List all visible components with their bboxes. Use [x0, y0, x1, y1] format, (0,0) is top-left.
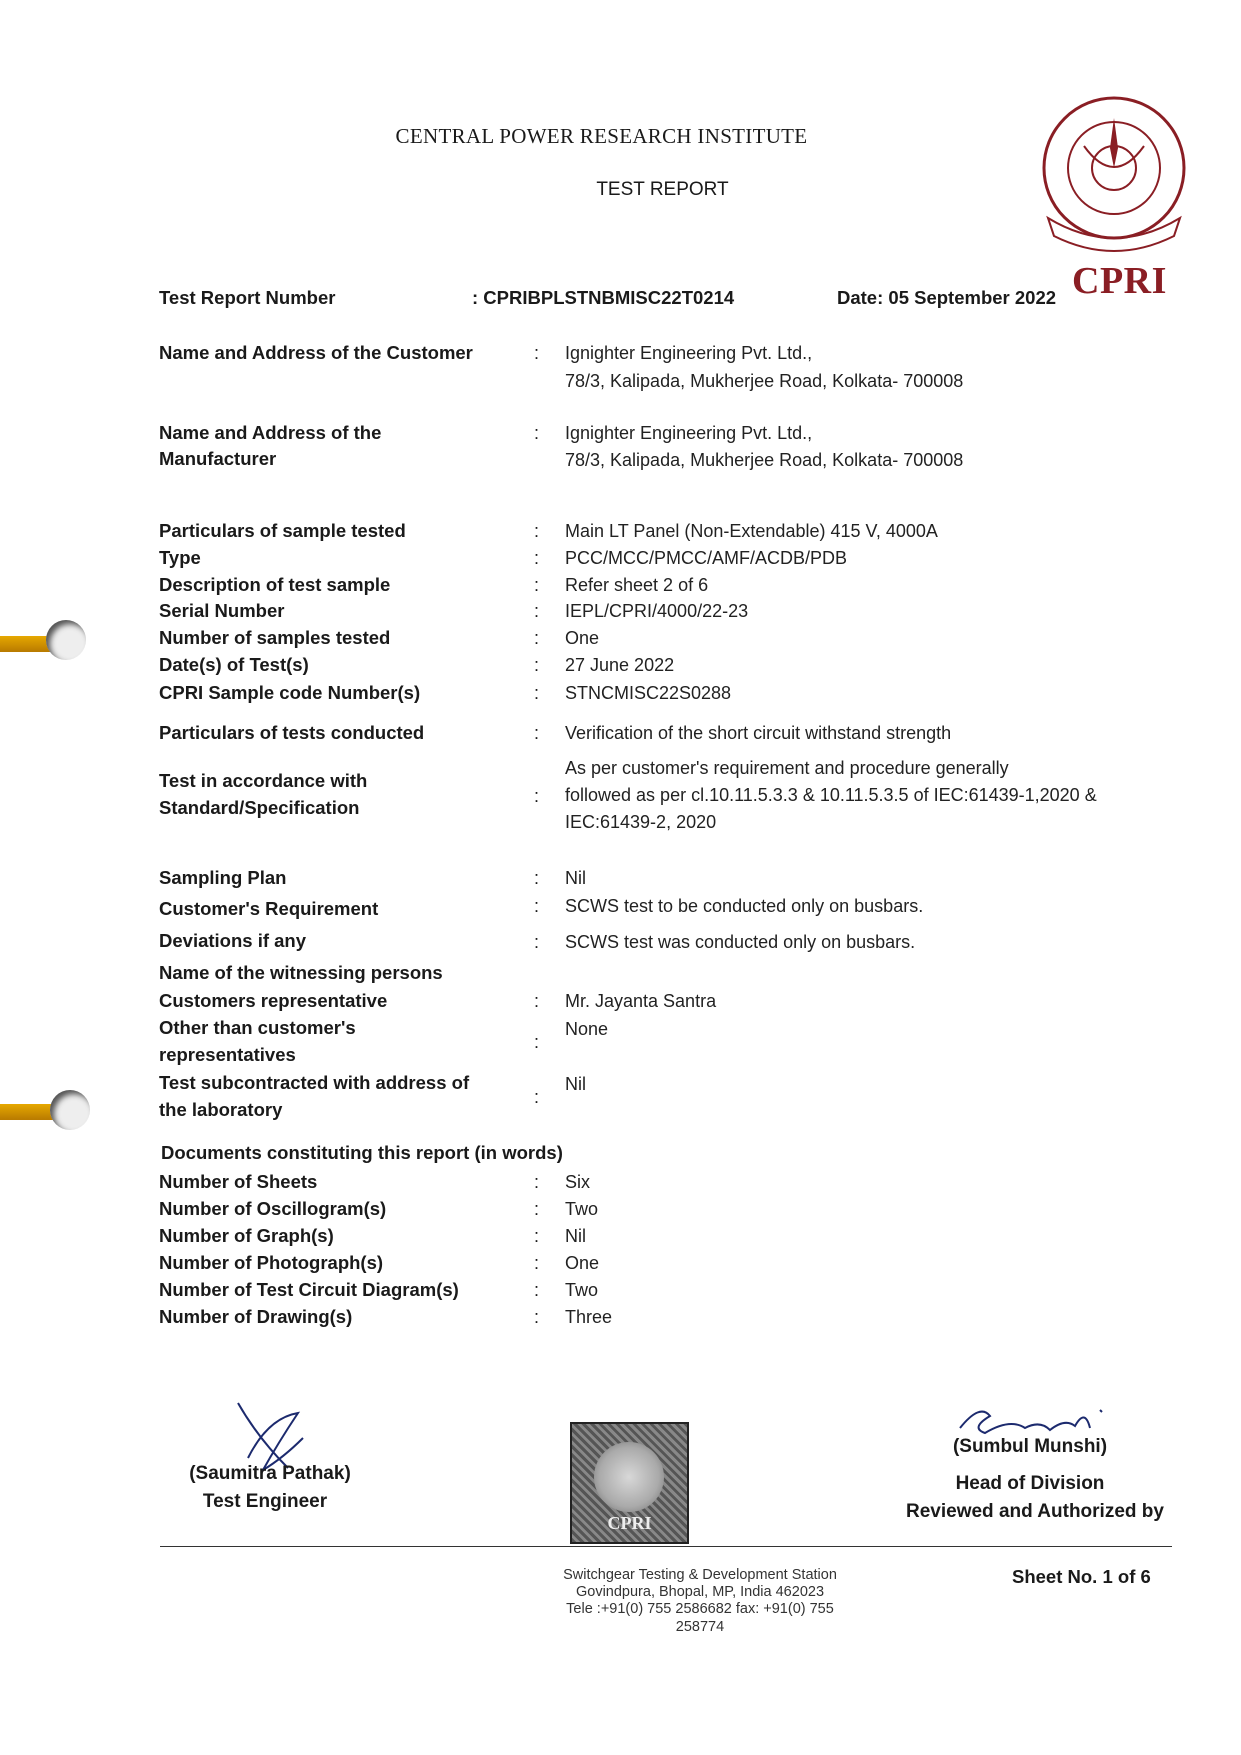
hologram-seal: CPRI	[570, 1422, 689, 1544]
footer-contact: Tele :+91(0) 755 2586682 fax: +91(0) 755 258774	[566, 1601, 834, 1635]
samples-tested-label: Number of samples tested	[159, 627, 391, 648]
cpri-seal-icon	[1030, 88, 1198, 256]
subcontracted-label-1: Test subcontracted with address of	[159, 1072, 470, 1093]
standard-label-2: Standard/Specification	[159, 797, 360, 818]
customer-requirement-label: Customer's Requirement	[159, 898, 379, 919]
colon: :	[534, 1172, 540, 1192]
deviations-value: SCWS test was conducted only on busbars.	[565, 932, 916, 952]
colon: :	[534, 423, 540, 443]
colon: :	[534, 343, 540, 363]
doc-sheets-label: Number of Sheets	[159, 1171, 318, 1192]
sample-code-value: STNCMISC22S0288	[565, 683, 732, 703]
serial-number-label: Serial Number	[159, 600, 285, 621]
colon: :	[534, 548, 540, 568]
standard-line3: IEC:61439-2, 2020	[565, 812, 717, 832]
colon: :	[534, 896, 540, 916]
doc-oscillogram-label: Number of Oscillogram(s)	[159, 1198, 387, 1219]
standard-label-1: Test in accordance with	[159, 770, 368, 791]
sample-label: Particulars of sample tested	[159, 520, 406, 541]
colon: :	[534, 521, 540, 541]
test-date-value: 27 June 2022	[565, 655, 675, 675]
engineer-role: Test Engineer	[202, 1491, 328, 1512]
customer-rep-label: Customers representative	[159, 990, 388, 1011]
colon: :	[534, 601, 540, 621]
sampling-plan-value: Nil	[565, 868, 586, 888]
standard-line2: followed as per cl.10.11.5.3.3 & 10.11.5.3.5 of IEC:61439-1,2020 &	[565, 785, 1097, 805]
doc-photograph-label: Number of Photograph(s)	[159, 1252, 384, 1273]
punch-hole-top	[46, 620, 86, 660]
report-date: Date: 05 September 2022	[837, 287, 1057, 308]
doc-sheets-value: Six	[565, 1172, 591, 1192]
tests-conducted-value: Verification of the short circuit withstand strength	[565, 723, 952, 743]
type-value: PCC/MCC/PMCC/AMF/ACDB/PDB	[565, 548, 848, 568]
colon: :	[534, 1087, 540, 1107]
punch-hole-bottom	[50, 1090, 90, 1130]
manufacturer-label-2: Manufacturer	[159, 448, 277, 469]
doc-circuit-value: Two	[565, 1280, 599, 1300]
other-rep-label-2: representatives	[159, 1044, 296, 1065]
footer-divider	[160, 1546, 1172, 1547]
standard-line1: As per customer's requirement and procedure generally	[565, 758, 1009, 778]
customer-rep-value: Mr. Jayanta Santra	[565, 991, 717, 1011]
other-rep-value: None	[565, 1019, 609, 1039]
sample-code-label: CPRI Sample code Number(s)	[159, 682, 421, 703]
customer-requirement-value: SCWS test to be conducted only on busbars.	[565, 896, 924, 916]
documents-heading: Documents constituting this report (in words)	[161, 1142, 563, 1163]
sampling-plan-label: Sampling Plan	[159, 867, 287, 888]
report-number-label: Test Report Number	[159, 287, 336, 308]
doc-graph-label: Number of Graph(s)	[159, 1225, 334, 1246]
engineer-name: (Saumitra Pathak)	[189, 1463, 351, 1484]
colon: :	[534, 1226, 540, 1246]
hod-role: Head of Division	[955, 1473, 1105, 1494]
subcontracted-value: Nil	[565, 1074, 586, 1094]
colon: :	[534, 628, 540, 648]
cpri-logo: CPRI	[1072, 260, 1167, 302]
footer-address: Govindpura, Bhopal, MP, India 462023	[575, 1584, 825, 1600]
description-value: Refer sheet 2 of 6	[565, 575, 709, 595]
sample-value: Main LT Panel (Non-Extendable) 415 V, 4000A	[565, 521, 938, 541]
hod-note: Reviewed and Authorized by	[906, 1501, 1164, 1522]
customer-line1: Ignighter Engineering Pvt. Ltd.,	[565, 343, 813, 363]
colon: :	[534, 991, 540, 1011]
report-number-value: : CPRIBPLSTNBMISC22T0214	[472, 287, 735, 308]
sheet-number: Sheet No. 1 of 6	[1012, 1566, 1151, 1587]
footer-station: Switchgear Testing & Development Station	[563, 1567, 837, 1583]
colon: :	[534, 1280, 540, 1300]
tests-conducted-label: Particulars of tests conducted	[159, 722, 425, 743]
witness-heading: Name of the witnessing persons	[159, 962, 443, 983]
test-date-label: Date(s) of Test(s)	[159, 654, 309, 675]
subcontracted-label-2: the laboratory	[159, 1099, 283, 1120]
other-rep-label-1: Other than customer's	[159, 1017, 356, 1038]
type-label: Type	[159, 547, 201, 568]
institute-title: CENTRAL POWER RESEARCH INSTITUTE	[395, 124, 808, 148]
seal-lettering	[1040, 228, 1190, 229]
description-label: Description of test sample	[159, 574, 391, 595]
document-type: TEST REPORT	[596, 179, 729, 200]
hod-name: (Sumbul Munshi)	[952, 1436, 1108, 1457]
colon: :	[534, 1032, 540, 1052]
doc-drawing-value: Three	[565, 1307, 613, 1327]
customer-label: Name and Address of the Customer	[159, 342, 473, 363]
colon: :	[534, 655, 540, 675]
manufacturer-label-1: Name and Address of the	[159, 422, 382, 443]
doc-graph-value: Nil	[565, 1226, 586, 1246]
doc-photograph-value: One	[565, 1253, 600, 1273]
colon: :	[534, 1253, 540, 1273]
customer-line2: 78/3, Kalipada, Mukherjee Road, Kolkata- 700008	[565, 371, 964, 391]
manufacturer-line1: Ignighter Engineering Pvt. Ltd.,	[565, 423, 813, 443]
doc-oscillogram-value: Two	[565, 1199, 599, 1219]
colon: :	[534, 786, 540, 806]
colon: :	[534, 575, 540, 595]
colon: :	[534, 683, 540, 703]
manufacturer-line2: 78/3, Kalipada, Mukherjee Road, Kolkata- 700008	[565, 450, 964, 470]
deviations-label: Deviations if any	[159, 930, 307, 951]
colon: :	[534, 1199, 540, 1219]
doc-drawing-label: Number of Drawing(s)	[159, 1306, 353, 1327]
doc-circuit-label: Number of Test Circuit Diagram(s)	[159, 1279, 459, 1300]
colon: :	[534, 723, 540, 743]
samples-tested-value: One	[565, 628, 600, 648]
colon: :	[534, 932, 540, 952]
colon: :	[534, 868, 540, 888]
serial-number-value: IEPL/CPRI/4000/22-23	[565, 601, 749, 621]
colon: :	[534, 1307, 540, 1327]
